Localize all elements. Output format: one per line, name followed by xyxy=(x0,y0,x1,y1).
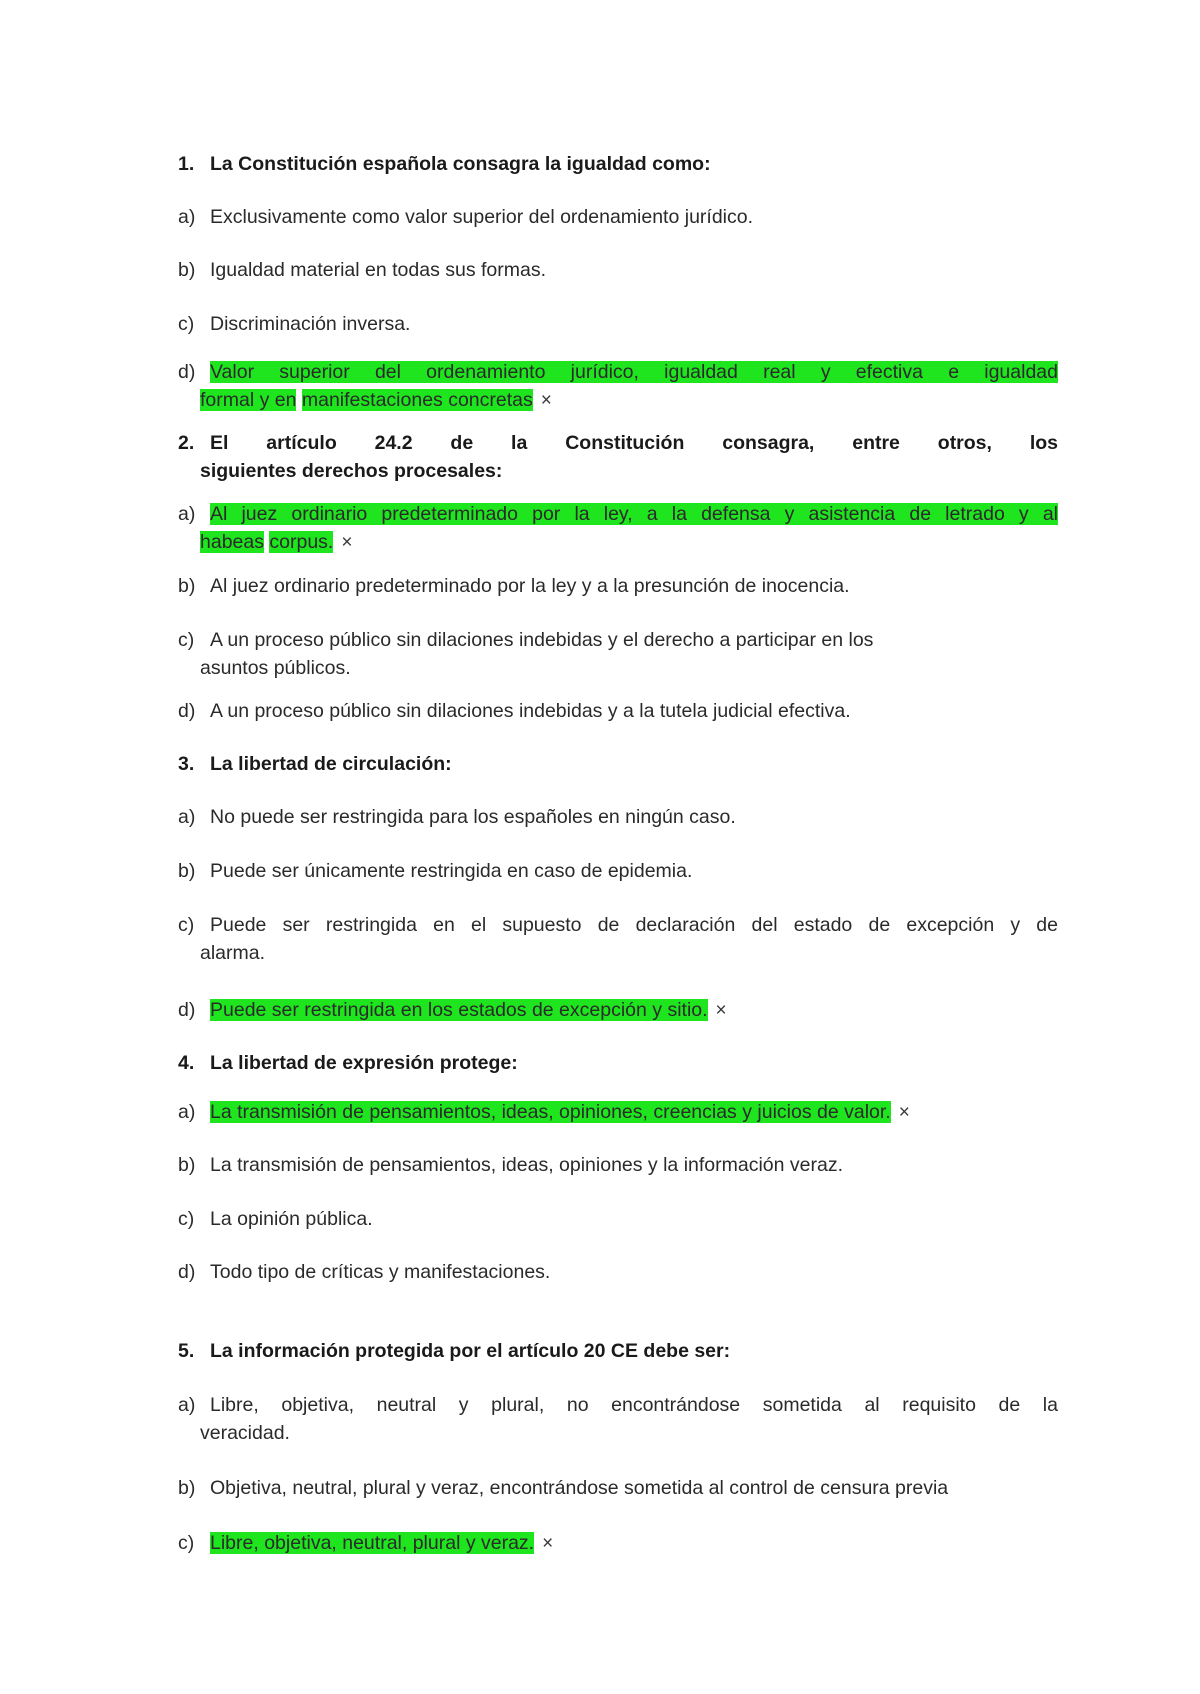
question-line-2: siguientes derechos procesales: xyxy=(200,460,503,482)
option-text: Todo tipo de críticas y manifestaciones. xyxy=(210,1261,551,1283)
option-4d xyxy=(178,1258,1058,1286)
question-number: 4. xyxy=(178,1052,195,1074)
question-5 xyxy=(178,1337,1058,1365)
option-text: No puede ser restringida para los españoles en ningún caso. xyxy=(210,806,736,828)
option-text: Discriminación inversa. xyxy=(210,313,411,335)
option-line-2 xyxy=(178,528,1058,557)
option-letter: b) xyxy=(178,860,196,882)
option-letter: d) xyxy=(178,700,196,722)
option-letter: b) xyxy=(178,1154,196,1176)
question-line-1 xyxy=(178,429,1058,457)
question-number: 5. xyxy=(178,1340,195,1362)
question-text: La información protegida por el artículo 20 CE debe ser: xyxy=(210,1340,731,1362)
option-1a xyxy=(178,203,1058,231)
option-letter: b) xyxy=(178,1477,196,1499)
option-text: Igualdad material en todas sus formas. xyxy=(210,259,547,281)
highlighted-answer: corpus. xyxy=(269,531,334,553)
option-2d xyxy=(178,697,1058,725)
highlighted-answer: La transmisión de pensamientos, ideas, opiniones, creencias y juicios de valor. xyxy=(210,1101,891,1123)
option-letter: c) xyxy=(178,1532,195,1554)
option-letter: d) xyxy=(178,1261,196,1283)
option-line-1 xyxy=(178,358,1058,386)
option-4b xyxy=(178,1151,1058,1179)
option-3c xyxy=(178,911,1058,967)
option-2a xyxy=(178,500,1058,557)
option-text: La opinión pública. xyxy=(210,1208,373,1230)
option-line-1 xyxy=(178,500,1058,528)
highlighted-answer: formal y en xyxy=(200,389,297,411)
option-4c xyxy=(178,1205,1058,1233)
option-3d xyxy=(178,996,1058,1025)
option-line-2: veracidad. xyxy=(200,1422,290,1444)
option-letter: d) xyxy=(178,999,196,1021)
option-letter: a) xyxy=(178,206,196,228)
option-letter: a) xyxy=(178,1394,196,1416)
close-icon: × xyxy=(542,1533,554,1554)
option-1c xyxy=(178,310,1058,338)
highlighted-answer: Libre, objetiva, neutral, plural y veraz. xyxy=(210,1532,535,1554)
option-text: Exclusivamente como valor superior del ordenamiento jurídico. xyxy=(210,206,754,228)
option-5c xyxy=(178,1529,1058,1558)
option-line-1 xyxy=(178,1391,1058,1419)
question-number: 2. xyxy=(178,432,195,454)
highlighted-answer: Puede ser restringida en los estados de excepción y sitio. xyxy=(210,999,708,1021)
highlighted-answer: habeas xyxy=(200,531,264,553)
option-text: A un proceso público sin dilaciones indebidas y a la tutela judicial efectiva. xyxy=(210,700,851,722)
close-icon: × xyxy=(715,1000,727,1021)
highlighted-answer: manifestaciones concretas xyxy=(301,389,533,411)
highlighted-answer: Al juez ordinario predeterminado por la ley, a la defensa y asistencia de letrado y al xyxy=(210,503,1058,525)
option-letter: b) xyxy=(178,575,196,597)
question-number: 1. xyxy=(178,153,195,175)
question-number: 3. xyxy=(178,753,195,775)
option-5a xyxy=(178,1391,1058,1447)
option-line-2 xyxy=(178,386,1058,415)
highlighted-answer: Valor superior del ordenamiento jurídico, igualdad real y efectiva e igualdad xyxy=(210,361,1058,383)
question-4 xyxy=(178,1049,1058,1077)
question-3 xyxy=(178,750,1058,778)
question-text: La libertad de expresión protege: xyxy=(210,1052,518,1074)
option-4a xyxy=(178,1098,1058,1127)
question-text: El artículo 24.2 de la Constitución consagra, entre otros, los xyxy=(210,432,1058,454)
option-letter: c) xyxy=(178,313,195,335)
option-letter: a) xyxy=(178,806,196,828)
question-1 xyxy=(178,150,1058,178)
option-letter: a) xyxy=(178,503,196,525)
option-letter: b) xyxy=(178,259,196,281)
option-text: Al juez ordinario predeterminado por la ley y a la presunción de inocencia. xyxy=(210,575,850,597)
option-text: La transmisión de pensamientos, ideas, opiniones y la información veraz. xyxy=(210,1154,844,1176)
option-letter: c) xyxy=(178,629,195,651)
option-5b xyxy=(178,1474,1058,1502)
option-text: Puede ser únicamente restringida en caso de epidemia. xyxy=(210,860,693,882)
option-text: A un proceso público sin dilaciones indebidas y el derecho a participar en los xyxy=(210,629,874,651)
option-3a xyxy=(178,803,1058,831)
option-text: Libre, objetiva, neutral y plural, no encontrándose sometida al requisito de la xyxy=(210,1394,1058,1416)
option-letter: c) xyxy=(178,914,195,936)
question-text: La libertad de circulación: xyxy=(210,753,452,775)
option-1d xyxy=(178,358,1058,415)
question-2 xyxy=(178,429,1058,485)
option-line-2: alarma. xyxy=(200,942,266,964)
option-text: Objetiva, neutral, plural y veraz, encontrándose sometida al control de censura previa xyxy=(210,1477,949,1499)
option-line-1 xyxy=(178,911,1058,939)
option-3b xyxy=(178,857,1058,885)
option-letter: d) xyxy=(178,361,196,383)
close-icon: × xyxy=(898,1102,910,1123)
question-text: La Constitución española consagra la igualdad como: xyxy=(210,153,711,175)
close-icon: × xyxy=(341,532,353,553)
option-1b xyxy=(178,256,1058,284)
option-2b xyxy=(178,572,1058,600)
option-letter: a) xyxy=(178,1101,196,1123)
option-line-2: asuntos públicos. xyxy=(200,657,351,679)
close-icon: × xyxy=(540,390,552,411)
option-text: Puede ser restringida en el supuesto de declaración del estado de excepción y de xyxy=(210,914,1058,936)
option-letter: c) xyxy=(178,1208,195,1230)
option-2c xyxy=(178,626,1058,682)
